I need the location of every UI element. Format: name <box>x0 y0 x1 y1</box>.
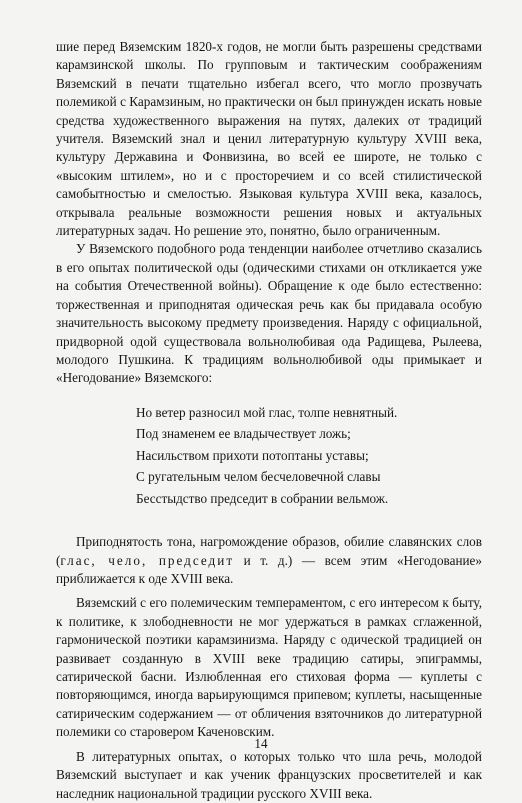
verse-line: Бесстыдство председит в собрании вельмож. <box>136 490 389 506</box>
verse-quote <box>136 402 482 510</box>
paragraph-satire: Вяземский с его полемическим темпераментом, с его интересом к быту, к политике, к злободневности не мог удержаться в рамках сглаженной, гармонической поэтики карамзинизма. Наряду с одической традицией он развивает созданную в XVIII веке традицию сатиры, эпиграммы, сатирической басни. Излюбленная его стиховая форма — куплеты с повторяющимся, иногда варьирующимся припевом; куплеты, насыщенные сатирическим содержанием — от обличения взяточников до литературной полемики со старовером Каченовским. <box>56 595 482 740</box>
paragraph-text: Приподнятость тона, нагромождение образов, обилие славянских слов ( <box>56 534 482 568</box>
paragraph-conclusion: В литературных опытах, о которых только что шла речь, молодой Вяземский выступает и как ученик французских просветителей и как наследник национальной традиции русского XVIII века. <box>56 748 482 801</box>
paragraph-ode: У Вяземского подобного рода тенденции наиболее отчетливо сказались в его опытах политической оды (одическими стихами он откликается уже на события Отечественной войны). Обращение к оде было естественно: торжественная и приподнятая одическая речь как бы придавала особую значительность высокому предмету произведения. Наряду с официальной, придворной одой существовала вольнолюбивая ода Радищева, Рылеева, молодого Пушкина. К традициям вольнолюбивой оды примыкает и «Негодование» Вяземского: <box>56 241 482 386</box>
body-text <box>56 38 482 803</box>
verse-line: С ругательным челом бесчеловечной славы <box>136 469 381 485</box>
paragraph-continued: шие перед Вяземским 1820-х годов, не могли быть разрешены средствами карамзинской школы. По групповым и тактическим соображениям Вяземский в печати тщательно избегал всего, что могло прозвучать полемикой с Карамзиным, но практически он был принужден искать новые средства художественного выражения на путях, далеких от традиций учителя. Вяземский знал и ценил литературную культуру XVIII века, культуру Державина и Фонвизина, во всей ее широте, не только с «высоким штилем», но и с просторечием и со всей стилистической самобытностью и смелостью. Языковая культура XVIII века, казалось, открывала реальные возможности решения новых и актуальных литературных задач. Но решение это, понятно, было ограниченным. <box>56 39 482 239</box>
paragraph-slavonic-words <box>56 533 482 588</box>
verse-line: Под знаменем ее владычествует ложь; <box>136 426 351 442</box>
verse-line: Насильством прихоти потоптаны уставы; <box>136 447 369 463</box>
verse-line: Но ветер разносил мой глас, толпе невнятный. <box>136 404 398 420</box>
paragraph-text: и т. д.) — всем этим «Негодование» приближается к оде XVIII века. <box>56 552 483 587</box>
spaced-words: глас, чело, председит <box>60 552 235 568</box>
page-number: 14 <box>254 736 268 751</box>
